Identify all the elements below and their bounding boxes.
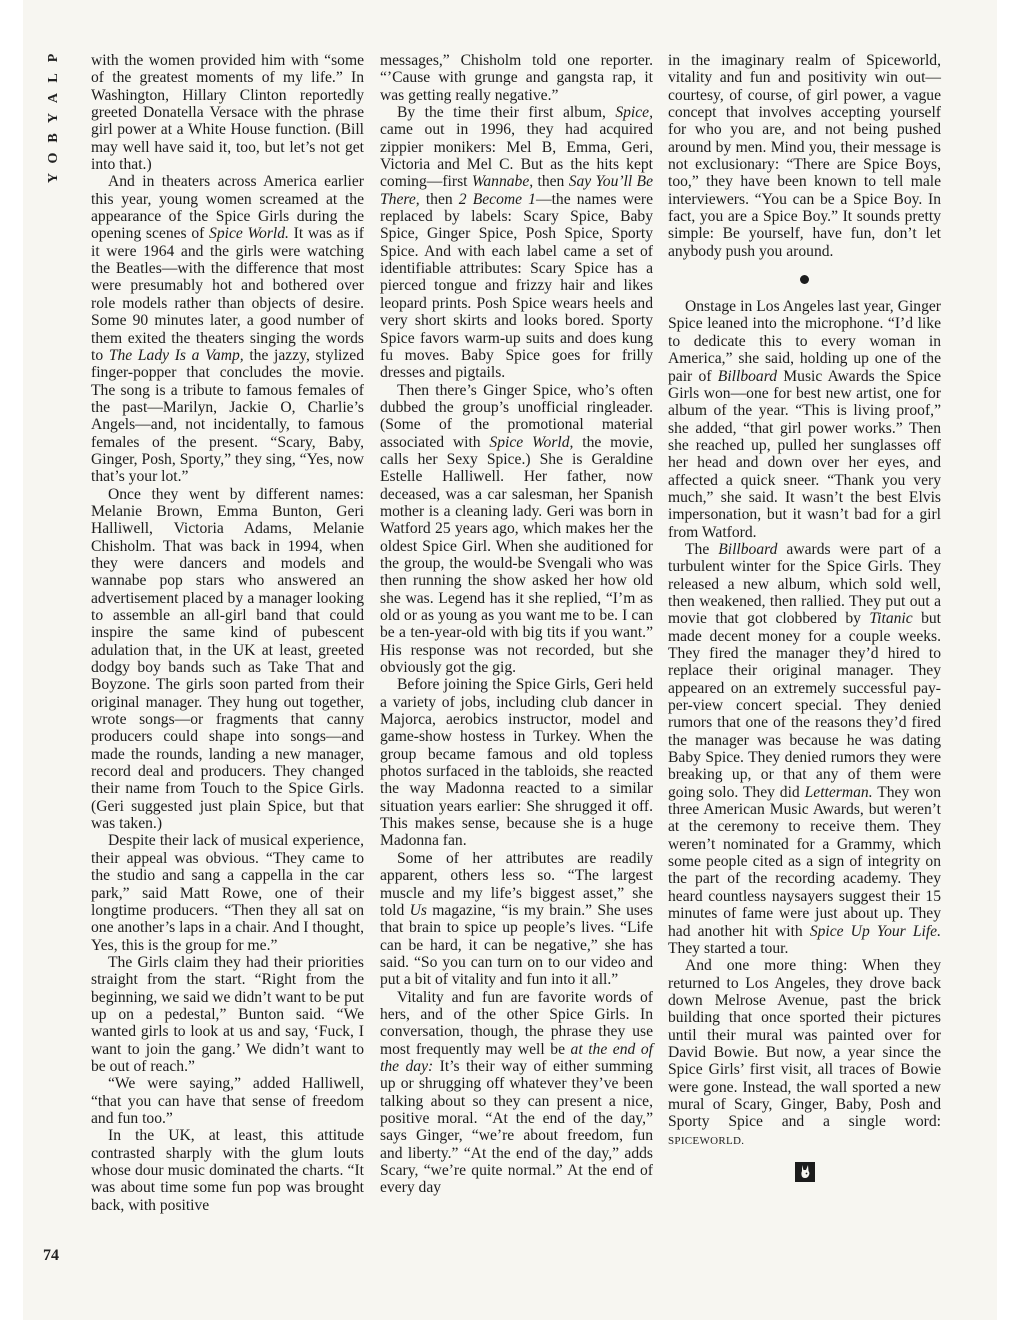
paragraph: Then there’s Ginger Spice, who’s often dubbed the group’s unofficial ringleader. (Some of the promotional material associated with Spice World, the movie, calls her Sexy Spice.) She is Geraldine Estelle Halliwell. Her father, now deceased, was a car salesman, her Spanish mother is a cleaning lady. Geri was born in Watford 25 years ago, which makes her the oldest Spice Girl. When she auditioned for the group, the would-be Svengali who was then running the show asked her how old she was. Legend has it she replied, “I’m as old or as young as you want me to be. I can be a ten-year-old with big tits if you want.” His response was not recorded, but she obviously got the gig. bbox=[380, 381, 653, 677]
paragraph: By the time their first album, Spice, came out in 1996, they had acquired zippier monikers: Mel B, Emma, Geri, Victoria and Mel C. But as the hits kept coming—first Wannabe, then Say You’ll Be There, then 2 Become 1—the names were replaced by labels: Scary Spice, Baby Spice, Ginger Spice, Posh Spice, Sporty Spice. And with each label came a set of identifiable attributes: Scary Spice has a pierced tongue and frizzy hair and likes leopard prints. Posh Spice wears heels and very short skirts and looks bored. Sporty Spice favors warm-up suits and does kung fu moves. Baby Spice goes for frilly dresses and pigtails. bbox=[380, 104, 653, 382]
running-head bbox=[43, 48, 65, 188]
running-head-letter: Y bbox=[46, 112, 61, 124]
paragraph: The Girls claim they had their priorities straight from the start. “Right from the beginning, we said we didn’t want to be put up on a pedestal,” Bunton said. “We wanted girls to look at us and say, ‘Fuck, I want to join the gang.’ We didn’t want to be out of reach.” bbox=[91, 953, 364, 1075]
running-head-letter: O bbox=[46, 152, 61, 164]
text-column-2 bbox=[380, 52, 653, 1197]
column-3-bottom-text bbox=[668, 298, 941, 1150]
magazine-page bbox=[23, 0, 997, 1320]
paragraph: And one more thing: When they returned to Los Angeles, they drove back down Melrose Avenue, past the brick building that once sported their pictures until their mural was painted over for David Bowie. But now, a year since the Spice Girls’ first visit, all traces of Bowie were gone. Instead, the wall sported a new mural of Scary, Ginger, Baby, Posh and Sporty Spice and a single word: SPICEWORLD. bbox=[668, 957, 941, 1147]
paragraph: with the women provided him with “some of the greatest moments of my life.” In Washington, Hillary Clinton reportedly greeted Donatella Versace with the phrase girl power at a White House function. (Bill may well have said it, too, but let’s not get into that.) bbox=[91, 52, 364, 174]
running-head-letter: P bbox=[46, 53, 61, 63]
rabbit-head-logo-icon bbox=[795, 1162, 815, 1182]
text-column-3 bbox=[668, 52, 941, 1186]
paragraph: in the imaginary realm of Spiceworld, vitality and fun and positivity win out—courtesy, of course, of girl power, a vague concept that involves accepting yourself for who you are, and not being pushed around by men. Mind you, their message is not exclusionary: “There are Spice Boys, too,” they have been known to tell male interviewers. “You can be a Spice Boy. In fact, you are a Spice Boy.” It sounds pretty simple: Be yourself, have fun, don’t let anybody push you around. bbox=[668, 52, 941, 260]
running-head-letter: A bbox=[46, 92, 61, 104]
paragraph: messages,” Chisholm told one reporter. “’Cause with grunge and gangsta rap, it was getting really negative.” bbox=[380, 52, 653, 104]
end-mark bbox=[668, 1162, 941, 1186]
paragraph: Before joining the Spice Girls, Geri held a variety of jobs, including club dancer in Majorca, aerobics instructor, model and game-show hostess in Turkey. When the group became famous and old topless photos surfaced in the tabloids, she reacted the way Madonna reacted to a similar situation years earlier: She shrugged it off. This makes sense, because she is a huge Madonna fan. bbox=[380, 676, 653, 850]
paragraph: In the UK, at least, this attitude contrasted sharply with the glum louts whose dour music dominated the charts. “It was about time some fun pop was brought back, with positive bbox=[91, 1127, 364, 1214]
text-column-1 bbox=[91, 52, 364, 1214]
running-head-letter: Y bbox=[46, 172, 61, 184]
bullet-icon bbox=[800, 275, 809, 284]
paragraph: Once they went by different names: Melanie Brown, Emma Bunton, Geri Halliwell, Victoria Adams, Melanie Chisholm. That was back in 1994, when they were dancers and models and wannabe pop stars who answered an advertisement placed by a manager looking to assemble an all-girl band that could inspire the same kind of pubescent adulation that, in the UK at least, greeted dodgy boy bands such as Take That and Boyzone. The girls soon parted from their original manager. They hung out together, wrote songs—or fragments that canny producers could shape into songs—and made the rounds, landing a new manager, record deal and producers. They changed their name from Touch to the Spice Girls. (Geri suggested just plain Spice, but that was taken.) bbox=[91, 485, 364, 833]
paragraph: “We were saying,” added Halliwell, “that you can have that sense of freedom and fun too.” bbox=[91, 1075, 364, 1127]
column-3-top-text bbox=[668, 52, 941, 260]
paragraph: The Billboard awards were part of a turbulent winter for the Spice Girls. They released a new album, which sold well, then weakened, then rallied. They put out a movie that got clobbered by Titanic but made decent money for a couple weeks. They fired the manager they’d hired to replace their original manager. They appeared on an extremely successful pay-per-view concert special. They denied rumors that one of the reasons they’d fired the manager was because he was dating Baby Spice. They denied rumors they were breaking up, or that any of them were going solo. They did Letterman. They won three American Music Awards, but weren’t at the ceremony to receive them. They weren’t nominated for a Grammy, which some people cited as a sign of integrity on the part of the recording academy. They heard countless naysayers suggest their 15 minutes of fame were just about up. They had another hit with Spice Up Your Life. They started a tour. bbox=[668, 540, 941, 957]
paragraph: Some of her attributes are readily apparent, others less so. “The largest muscle and my life’s biggest asset,” she told Us magazine, “is my brain.” She uses that brain to spice up people’s lives. “Life can be hard, it can be negative,” she has said. “So you can turn on to our video and put a bit of vitality and fun into it all.” bbox=[380, 849, 653, 989]
page-number: 74 bbox=[43, 1247, 59, 1264]
running-head-letter: B bbox=[46, 133, 61, 143]
paragraph: Onstage in Los Angeles last year, Ginger Spice leaned into the microphone. “I’d like to dedicate this to every woman in America,” she said, holding up one of the pair of Billboard Music Awards the Spice Girls won—one for best new artist, one for album of the year. “This is living proof,” she added, “that girl power works.” Then she reached up, pulled her sunglasses off her head and down over her eyes, and affected a quick sneer. “Thank you very much,” she said. It wasn’t the best Elvis impersonation, but it wasn’t bad for a girl from Watford. bbox=[668, 298, 942, 541]
paragraph: And in theaters across America earlier this year, young women screamed at the appearance of the Spice Girls during the opening scenes of Spice World. It was as if it were 1964 and the girls were watching the Beatles—with the difference that most were presumably hot and bothered over role models rather than objects of desire. Some 90 minutes later, a good number of them exited the theaters singing the words to The Lady Is a Vamp, the jazzy, stylized finger-popper that concludes the movie. The song is a tribute to famous females of the past—Marilyn, Jackie O, Charlie’s Angels—and, not incidentally, to famous females of the present. “Scary, Baby, Ginger, Posh, Sporty,” they sing, “Yes, now that’s your lot.” bbox=[91, 173, 365, 486]
running-head-letter: L bbox=[46, 73, 61, 83]
paragraph: Vitality and fun are favorite words of hers, and of the other Spice Girls. In conversation, though, the phrase they use most frequently may well be at the end of the day: It’s their way of either summing up or shrugging off whatever they’ve been talking about so they can present a nice, positive moral. “At the end of the day,” says Ginger, “we’re about freedom, fun and liberty.” “At the end of the day,” adds Scary, “we’re quite normal.” At the end of every day bbox=[380, 988, 653, 1197]
section-break bbox=[668, 270, 941, 290]
paragraph: Despite their lack of musical experience, their appeal was obvious. “They came to the studio and sang a cappella in the car park,” said Matt Rowe, one of their longtime producers. “Then they all sat on one another’s laps in a chair. And I thought, Yes, this is the group for me.” bbox=[91, 832, 364, 954]
